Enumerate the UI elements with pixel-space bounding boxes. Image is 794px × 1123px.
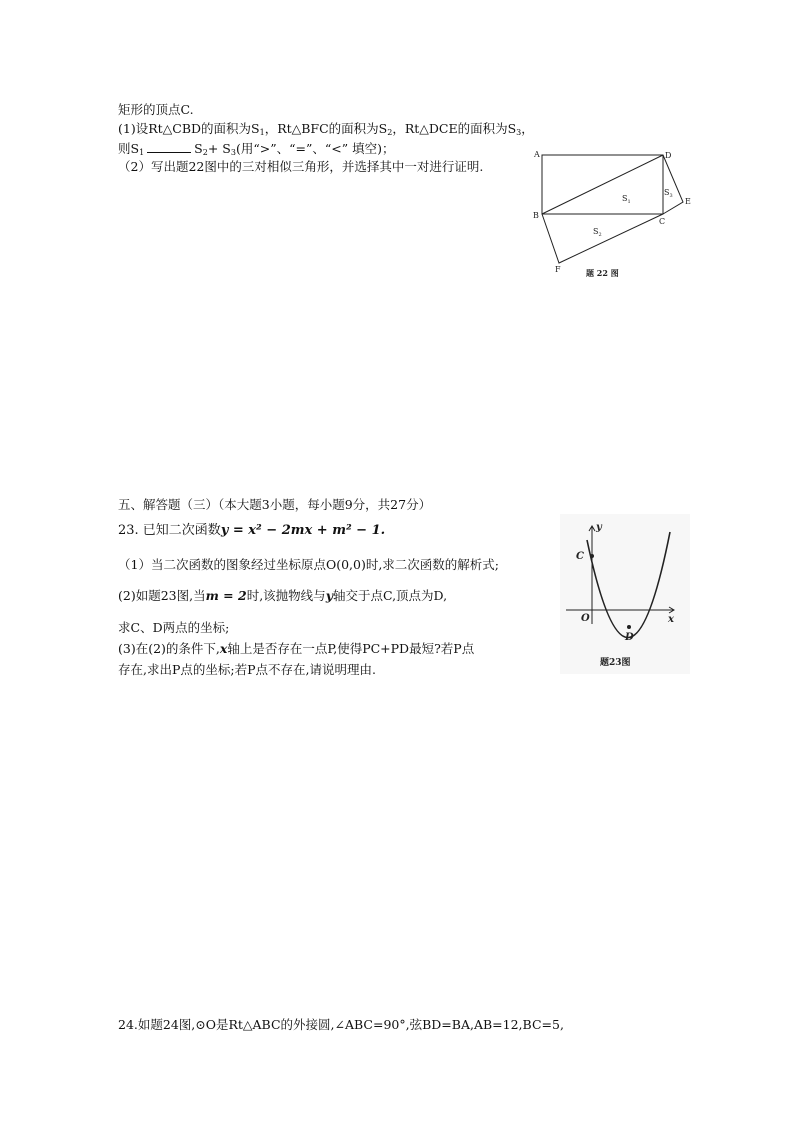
origin-label: O bbox=[581, 613, 590, 624]
point-d-dot bbox=[627, 625, 631, 629]
answer-blank[interactable] bbox=[147, 140, 191, 153]
q22-part1-line: (1)设Rt△CBD的面积为$S_1$，Rt△BFC的面积为$S_2$，Rt△DCE的面积为$S_3$， bbox=[118, 121, 534, 137]
triangle-bfc bbox=[542, 214, 666, 263]
diagonal-bd bbox=[542, 155, 663, 214]
point-a-label: A bbox=[534, 150, 540, 159]
q22-intro-line: 矩形的顶点C. bbox=[118, 102, 194, 117]
q23-part3-cont: 存在,求出P点的坐标;若P点不存在,请说明理由. bbox=[118, 662, 376, 677]
q22-part2-line: （2）写出题22图中的三对相似三角形，并选择其中一对进行证明. bbox=[118, 159, 484, 174]
q24-stem: 24.如题24图,⊙O是Rt△ABC的外接圆,∠ABC=90°,弦BD=BA,AB=12,BC=5, bbox=[118, 1017, 564, 1032]
point-c-dot bbox=[590, 554, 594, 558]
x-axis-label: x bbox=[668, 614, 674, 625]
area-s3-label: $S_3$ bbox=[664, 188, 673, 199]
triangle-dce bbox=[663, 155, 683, 214]
y-axis-label: y bbox=[596, 522, 602, 533]
q23-part1: （1）当二次函数的图象经过坐标原点O(0,0)时,求二次函数的解析式; bbox=[118, 557, 500, 572]
q23-part3: (3)在(2)的条件下,x轴上是否存在一点P,使得PC+PD最短?若P点 bbox=[118, 641, 475, 656]
figure-23-caption: 题23图 bbox=[600, 658, 631, 668]
point-e-label: E bbox=[685, 197, 691, 206]
point-f-label: F bbox=[555, 265, 561, 274]
figure-22 bbox=[528, 146, 708, 284]
q23-stem: 23. 已知二次函数y = x² − 2mx + m² − 1. bbox=[118, 523, 386, 538]
figure-23-background bbox=[560, 514, 690, 674]
area-s2-label: $S_2$ bbox=[593, 227, 602, 238]
point-d-label: D bbox=[665, 151, 672, 160]
figure-22-caption: 题 22 图 bbox=[586, 268, 619, 278]
q23-part2: (2)如题23图,当m = 2时,该抛物线与y轴交于点C,顶点为D, bbox=[118, 588, 448, 603]
point-c-label: C bbox=[576, 551, 584, 562]
section-5-title: 五、解答题（三）（本大题3小题，每小题9分，共27分） bbox=[118, 497, 432, 512]
q23-formula: y = x² − 2mx + m² − 1. bbox=[220, 523, 386, 538]
point-b-label: B bbox=[533, 211, 539, 220]
q23-part2-cont: 求C、D两点的坐标; bbox=[118, 620, 230, 635]
area-s1-label: $S_1$ bbox=[622, 194, 631, 205]
figure-23 bbox=[560, 514, 690, 674]
q22-part1-fill-line: 则$S_1$ $S_2+ S_3$(用“>”、“=”、“<” 填空)； bbox=[118, 141, 395, 157]
point-d-label: D bbox=[625, 632, 634, 643]
point-c-label: C bbox=[659, 217, 666, 226]
